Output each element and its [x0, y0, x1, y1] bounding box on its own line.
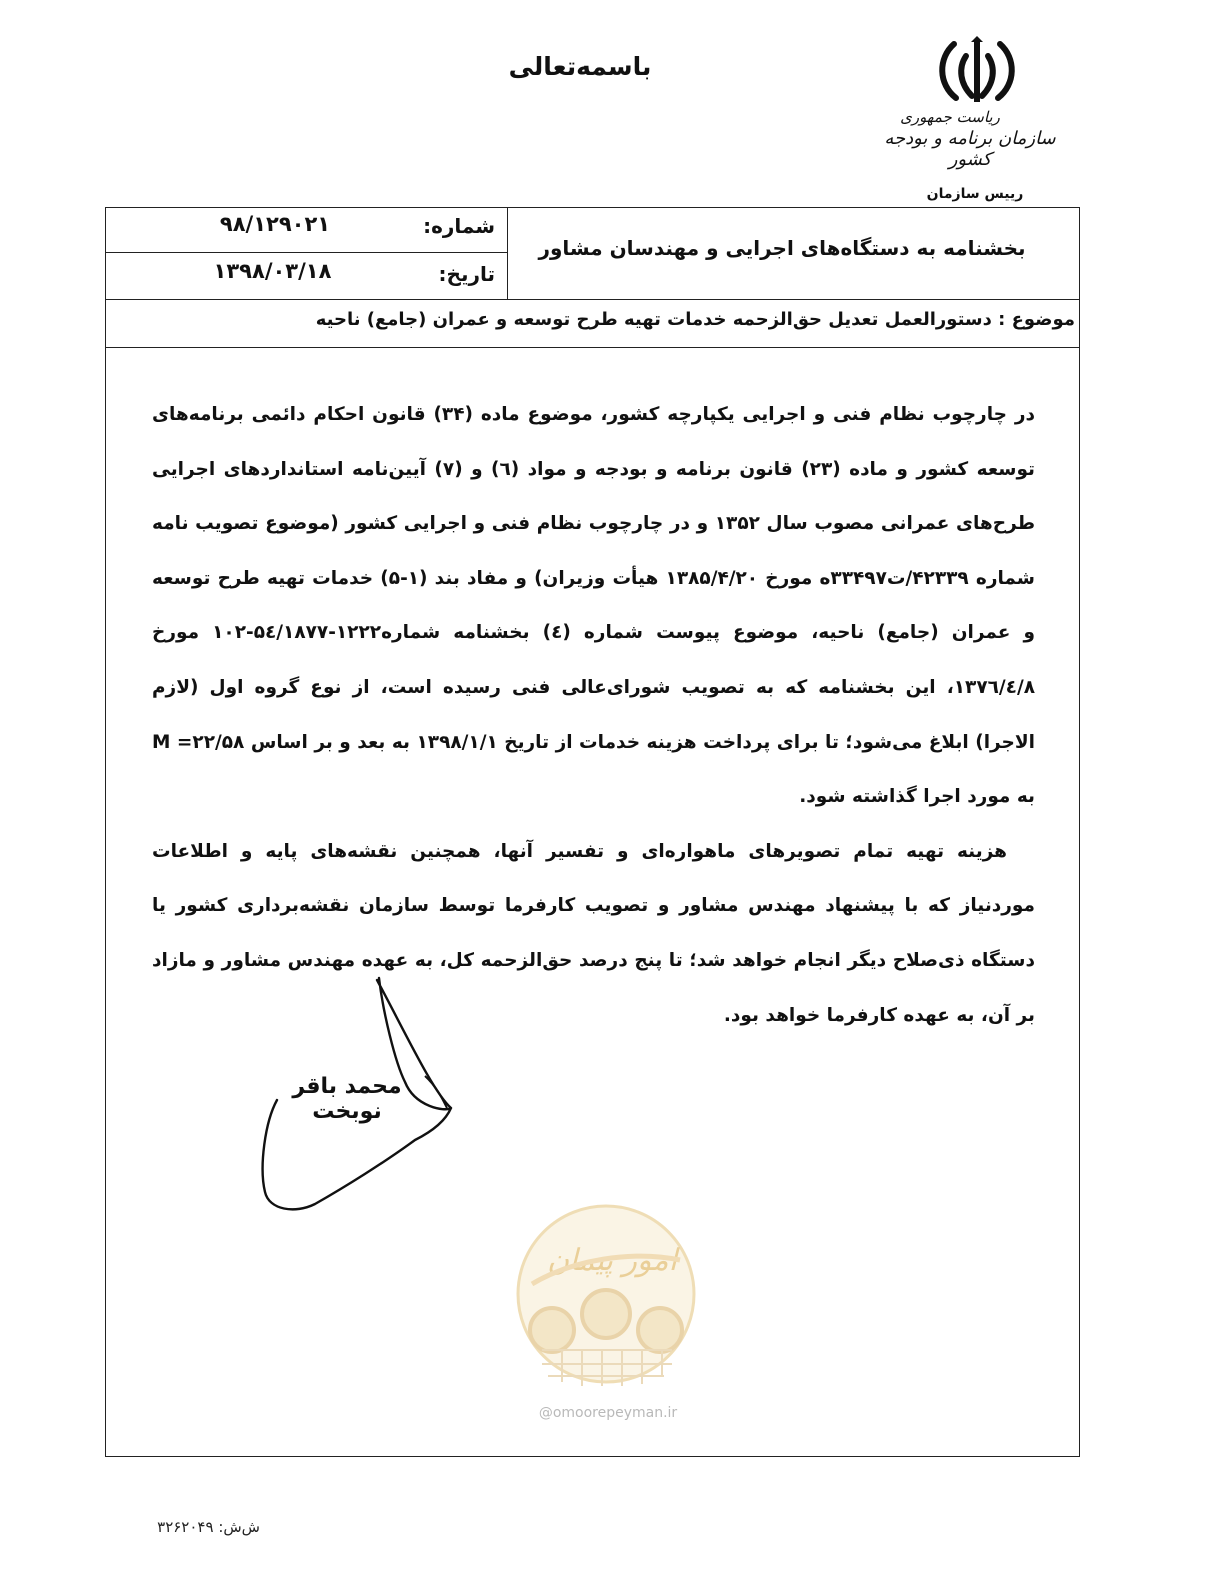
- org-line-presidency: ریاست جمهوری: [900, 108, 1000, 126]
- divider: [507, 207, 508, 299]
- divider: [105, 347, 1080, 348]
- divider: [105, 299, 1080, 300]
- body-paragraph: هزینه تهیه تمام تصویرهای ماهواره‌ای و تفسیر آنها، همچنین نقشه‌های پایه و اطلاعات موردنیاز که با پیشنهاد مهندس مشاور و تصویب کارفرما توسط سازمان نقشه‌برداری کشور یا دستگاه ذی‌صلاح دیگر انجام خواهد شد؛ تا پنج درصد حق‌الزحمه کل، به عهده مهندس مشاور و مازاد بر آن، به عهده کارفرما خواهد بود.: [152, 840, 1035, 1026]
- organization-name: [880, 108, 1060, 170]
- signer-name: محمد باقر نوبخت: [292, 1074, 402, 1124]
- letter-body: [152, 388, 1035, 1043]
- watermark-url: @omoorepeyman.ir: [538, 1405, 678, 1421]
- org-line-ministry: سازمان برنامه و بودجه کشور: [884, 128, 1056, 170]
- office-title: رییس سازمان: [926, 186, 1024, 202]
- watermark-logo-icon: [512, 1200, 700, 1430]
- divider: [105, 252, 507, 253]
- date-label: تاریخ:: [438, 262, 495, 286]
- subject-line: موضوع : دستورالعمل تعدیل حق‌الزحمه خدمات تهیه طرح توسعه و عمران (جامع) ناحیه: [315, 309, 1075, 330]
- recipient: بخشنامه به دستگاه‌های اجرایی و مهندسان مشاور: [538, 236, 1026, 260]
- number-label: شماره:: [423, 214, 495, 238]
- watermark-logo-text: امور پیمان: [547, 1243, 677, 1278]
- document-heading: باسمه‌تعالی: [508, 52, 652, 81]
- iran-emblem-icon: [934, 36, 1020, 106]
- letter-date: ۱۳۹۸/۰۳/۱۸: [213, 259, 332, 283]
- body-paragraph: در چارچوب نظام فنی و اجرایی یکپارچه کشور، موضوع ماده (۳۴) قانون احکام دائمی برنامه‌های توسعه کشور و ماده (۲۳) قانون برنامه و بودجه و مواد (٦) و (۷) آیین‌نامه استانداردهای اجرایی طرح‌های عمرانی مصوب سال ۱۳۵۲ و در چارچوب نظام فنی و اجرایی کشور (موضوع تصویب نامه شماره ۴۲۳۳۹/ت۳۳۴۹۷ه مورخ ۱۳۸۵/۴/۲۰ هیأت وزیران) و مفاد بند (۱-۵) خدمات تهیه طرح توسعه و عمران (جامع) ناحیه، موضوع پیوست شماره (٤) بخشنامه شماره۱۲۲۲-۵٤/۱۸۷۷-۱۰۲ مورخ ۱۳۷٦/٤/۸، این بخشنامه که به تصویب شورای‌عالی فنی رسیده است، از نوع گروه اول (لازم الاجرا) ابلاغ می‌شود؛ تا برای پرداخت هزینه خدمات از تاریخ ۱۳۹۸/۱/۱ به بعد و بر اساس M =۲۲/۵۸ به مورد اجرا گذاشته شود.: [152, 404, 1036, 808]
- letter-number: ۹۸/۱۲۹۰۲۱: [219, 212, 331, 236]
- footer-code: ش‌ش: ۳۲۶۲۰۴۹: [157, 1518, 260, 1536]
